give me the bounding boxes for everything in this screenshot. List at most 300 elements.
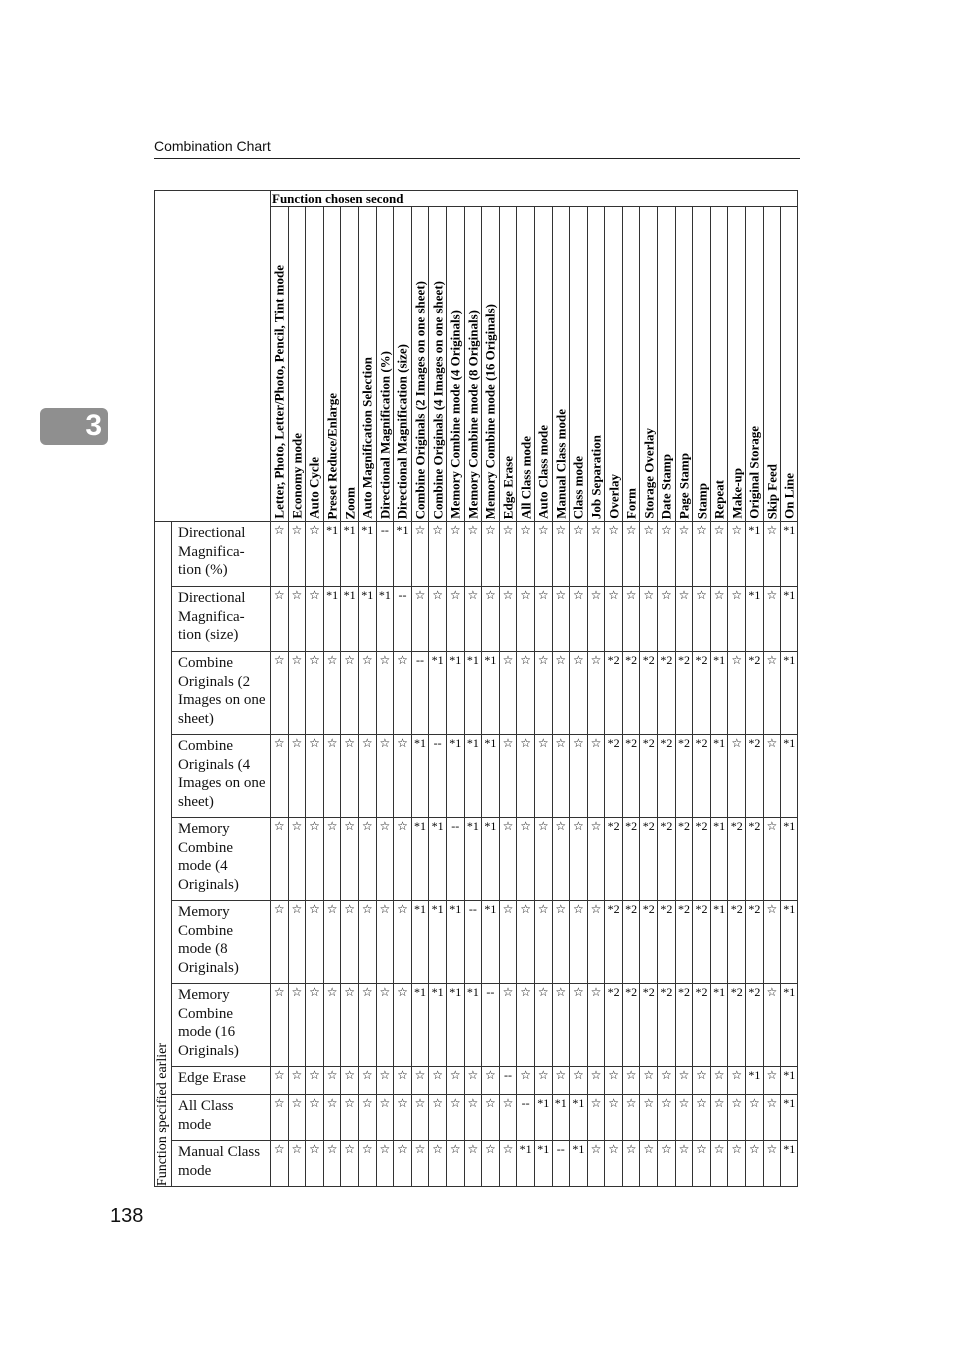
table-cell: ☆ <box>517 818 535 901</box>
table-cell: *2 <box>605 652 623 735</box>
table-cell: *1 <box>781 587 798 652</box>
table-cell: ☆ <box>658 522 676 587</box>
table-cell: ☆ <box>288 587 306 652</box>
table-cell: ☆ <box>517 901 535 984</box>
table-cell: ☆ <box>728 1141 746 1187</box>
table-cell: ☆ <box>464 522 482 587</box>
table-cell: ☆ <box>341 652 359 735</box>
table-cell: ☆ <box>693 587 711 652</box>
table-cell: ☆ <box>728 652 746 735</box>
column-header <box>570 207 588 522</box>
table-cell: ☆ <box>446 587 464 652</box>
table-cell: ☆ <box>323 652 341 735</box>
table-cell: *2 <box>640 984 658 1067</box>
table-cell: *2 <box>640 901 658 984</box>
table-row <box>155 901 798 984</box>
table-cell: ☆ <box>446 522 464 587</box>
table-cell: ☆ <box>517 984 535 1067</box>
table-cell: ☆ <box>587 818 605 901</box>
column-header-label: Overlay <box>606 474 622 519</box>
table-cell: *1 <box>710 652 728 735</box>
table-cell: *2 <box>693 984 711 1067</box>
table-cell: *1 <box>394 522 412 587</box>
table-cell: ☆ <box>323 1095 341 1141</box>
table-cell: ☆ <box>482 1067 500 1095</box>
table-cell: *1 <box>464 984 482 1067</box>
table-cell: *2 <box>746 818 764 901</box>
table-cell: ☆ <box>763 1067 781 1095</box>
table-cell: *1 <box>534 1141 552 1187</box>
table-cell: *1 <box>411 901 429 984</box>
table-cell: *2 <box>675 984 693 1067</box>
table-cell: ☆ <box>499 818 517 901</box>
table-cell: ☆ <box>446 1095 464 1141</box>
column-header-label: Auto Magnification Selection <box>359 357 375 519</box>
table-cell: ☆ <box>271 1141 289 1187</box>
table-cell: *1 <box>482 818 500 901</box>
column-header-label: Economy mode <box>289 433 305 519</box>
table-cell: ☆ <box>288 901 306 984</box>
column-header-label: Combine Originals (4 Images on one sheet) <box>430 280 446 519</box>
table-cell: ☆ <box>271 901 289 984</box>
column-header-label: Date Stamp <box>658 453 674 519</box>
table-cell: ☆ <box>376 735 394 818</box>
table-cell: ☆ <box>552 984 570 1067</box>
table-cell: ☆ <box>658 1095 676 1141</box>
table-cell: ☆ <box>411 1067 429 1095</box>
table-cell: ☆ <box>640 1141 658 1187</box>
table-cell: *1 <box>341 522 359 587</box>
table-cell: ☆ <box>306 735 324 818</box>
header-rule <box>154 158 800 159</box>
table-cell: ☆ <box>429 522 447 587</box>
column-header <box>710 207 728 522</box>
column-header-label: Memory Combine mode (16 Originals) <box>482 303 498 519</box>
column-header-label: Combine Originals (2 Images on one sheet) <box>412 280 428 519</box>
table-cell: *2 <box>728 818 746 901</box>
table-cell: *1 <box>710 735 728 818</box>
column-header <box>411 207 429 522</box>
table-cell: *1 <box>710 901 728 984</box>
column-header <box>376 207 394 522</box>
table-cell: ☆ <box>394 1095 412 1141</box>
column-header <box>429 207 447 522</box>
table-cell: ☆ <box>675 522 693 587</box>
table-cell: *1 <box>376 587 394 652</box>
column-header <box>781 207 798 522</box>
table-cell: ☆ <box>429 1095 447 1141</box>
table-cell: -- <box>464 901 482 984</box>
table-cell: *1 <box>411 735 429 818</box>
table-cell: -- <box>499 1067 517 1095</box>
table-cell: ☆ <box>552 901 570 984</box>
table-cell: ☆ <box>499 901 517 984</box>
table-cell: ☆ <box>658 1067 676 1095</box>
table-cell: ☆ <box>341 735 359 818</box>
table-cell: ☆ <box>605 1067 623 1095</box>
table-cell: ☆ <box>675 1095 693 1141</box>
table-cell: ☆ <box>271 735 289 818</box>
column-header <box>306 207 324 522</box>
table-cell: *1 <box>482 652 500 735</box>
table-cell: *1 <box>552 1095 570 1141</box>
row-label: Directional Magnifica-tion (%) <box>172 522 271 587</box>
table-cell: *2 <box>640 735 658 818</box>
table-cell: ☆ <box>640 1095 658 1141</box>
row-label: Combine Originals (2 Images on one sheet) <box>172 652 271 735</box>
table-cell: ☆ <box>271 522 289 587</box>
column-header <box>341 207 359 522</box>
table-cell: ☆ <box>499 984 517 1067</box>
table-cell: *2 <box>693 901 711 984</box>
table-cell: ☆ <box>464 1095 482 1141</box>
table-cell: ☆ <box>587 522 605 587</box>
table-cell: ☆ <box>552 818 570 901</box>
table-cell: ☆ <box>622 1067 640 1095</box>
table-cell: *1 <box>446 652 464 735</box>
column-header-label: Directional Magnification (size) <box>394 343 410 519</box>
table-cell: *2 <box>746 735 764 818</box>
table-cell: *1 <box>358 522 376 587</box>
column-header-label: Skip Feed <box>764 463 780 519</box>
combination-chart-table <box>154 190 798 1187</box>
column-header-label: Original Storage <box>746 426 762 519</box>
table-cell: *2 <box>746 652 764 735</box>
column-header <box>746 207 764 522</box>
table-cell: *2 <box>746 984 764 1067</box>
table-cell: *1 <box>570 1141 588 1187</box>
column-header <box>763 207 781 522</box>
table-cell: *1 <box>781 652 798 735</box>
table-cell: ☆ <box>552 652 570 735</box>
table-cell: ☆ <box>640 522 658 587</box>
table-cell: ☆ <box>552 735 570 818</box>
table-cell: ☆ <box>341 984 359 1067</box>
table-cell: ☆ <box>763 1141 781 1187</box>
table-cell: ☆ <box>728 587 746 652</box>
table-cell: *1 <box>429 984 447 1067</box>
column-header-label: Class mode <box>570 455 586 519</box>
table-cell: *1 <box>781 1067 798 1095</box>
chapter-tab-number: 3 <box>85 409 102 442</box>
table-cell: *2 <box>728 901 746 984</box>
table-cell: ☆ <box>728 1067 746 1095</box>
table-cell: ☆ <box>306 901 324 984</box>
table-cell: *1 <box>446 735 464 818</box>
table-cell: ☆ <box>605 1095 623 1141</box>
column-header <box>499 207 517 522</box>
table-cell: ☆ <box>570 587 588 652</box>
table-cell: ☆ <box>499 1141 517 1187</box>
column-header <box>464 207 482 522</box>
table-cell: ☆ <box>271 652 289 735</box>
table-cell: -- <box>517 1095 535 1141</box>
table-cell: *1 <box>570 1095 588 1141</box>
function-specified-earlier-label: Function specified earlier <box>155 1042 170 1186</box>
table-cell: *2 <box>675 818 693 901</box>
table-cell: -- <box>446 818 464 901</box>
table-cell: ☆ <box>376 901 394 984</box>
row-label: Combine Originals (4 Images on one sheet) <box>172 735 271 818</box>
table-cell: *1 <box>464 735 482 818</box>
table-cell: ☆ <box>411 587 429 652</box>
table-cell: ☆ <box>306 1095 324 1141</box>
table-cell: *2 <box>728 984 746 1067</box>
table-cell: ☆ <box>763 735 781 818</box>
row-label: Manual Class mode <box>172 1141 271 1187</box>
table-cell: ☆ <box>675 1067 693 1095</box>
table-cell: ☆ <box>358 818 376 901</box>
row-label: Directional Magnifica-tion (size) <box>172 587 271 652</box>
table-cell: ☆ <box>534 901 552 984</box>
table-cell: *2 <box>675 901 693 984</box>
table-cell: ☆ <box>323 735 341 818</box>
table-cell: ☆ <box>323 984 341 1067</box>
table-cell: ☆ <box>622 522 640 587</box>
table-cell: ☆ <box>358 984 376 1067</box>
table-cell: ☆ <box>605 522 623 587</box>
table-row <box>155 652 798 735</box>
table-cell: ☆ <box>570 818 588 901</box>
table-cell: ☆ <box>570 1067 588 1095</box>
table-cell: ☆ <box>429 1141 447 1187</box>
table-cell: ☆ <box>464 1067 482 1095</box>
table-cell: ☆ <box>376 652 394 735</box>
table-cell: ☆ <box>675 1141 693 1187</box>
running-header: Combination Chart <box>154 138 271 154</box>
table-cell: ☆ <box>534 652 552 735</box>
column-header <box>482 207 500 522</box>
column-header-label: Make-up <box>729 468 745 519</box>
table-row <box>155 735 798 818</box>
table-cell: ☆ <box>534 587 552 652</box>
table-cell: *1 <box>429 652 447 735</box>
table-cell: *2 <box>605 818 623 901</box>
table-cell: ☆ <box>658 1141 676 1187</box>
column-header-label: Edge Erase <box>500 455 516 519</box>
row-label: Memory Combine mode (8 Originals) <box>172 901 271 984</box>
row-label: Memory Combine mode (4 Originals) <box>172 818 271 901</box>
table-cell: *1 <box>411 818 429 901</box>
table-cell: ☆ <box>728 735 746 818</box>
table-cell: ☆ <box>693 522 711 587</box>
table-cell: ☆ <box>323 1067 341 1095</box>
table-cell: -- <box>394 587 412 652</box>
table-row <box>155 984 798 1067</box>
table-cell: ☆ <box>693 1095 711 1141</box>
table-cell: *2 <box>693 735 711 818</box>
table-cell: ☆ <box>693 1067 711 1095</box>
table-cell: ☆ <box>464 587 482 652</box>
table-cell: *1 <box>482 901 500 984</box>
table-cell: *1 <box>781 1095 798 1141</box>
table-cell: ☆ <box>482 522 500 587</box>
table-row <box>155 1095 798 1141</box>
table-cell: *2 <box>658 984 676 1067</box>
table-row <box>155 522 798 587</box>
table-cell: ☆ <box>517 652 535 735</box>
column-header <box>658 207 676 522</box>
table-cell: *2 <box>640 652 658 735</box>
table-cell: ☆ <box>482 1095 500 1141</box>
table-cell: ☆ <box>429 1067 447 1095</box>
table-cell: ☆ <box>323 1141 341 1187</box>
table-cell: ☆ <box>517 1067 535 1095</box>
table-cell: *1 <box>429 901 447 984</box>
table-cell: ☆ <box>763 587 781 652</box>
table-cell: ☆ <box>499 522 517 587</box>
table-cell: *2 <box>605 901 623 984</box>
table-cell: ☆ <box>394 901 412 984</box>
table-cell: ☆ <box>341 818 359 901</box>
table-cell: *1 <box>781 901 798 984</box>
table-cell: ☆ <box>728 1095 746 1141</box>
column-header-label: Preset Reduce/Enlarge <box>324 392 340 519</box>
table-cell: ☆ <box>587 901 605 984</box>
table-cell: ☆ <box>693 1141 711 1187</box>
table-cell: -- <box>376 522 394 587</box>
column-header <box>640 207 658 522</box>
table-cell: ☆ <box>552 587 570 652</box>
table-cell: ☆ <box>358 735 376 818</box>
table-cell: *2 <box>605 984 623 1067</box>
table-cell: ☆ <box>622 1095 640 1141</box>
table-cell: ☆ <box>482 1141 500 1187</box>
function-chosen-second-label: Function chosen second <box>271 191 798 207</box>
table-cell: *1 <box>781 1141 798 1187</box>
table-cell: *1 <box>781 984 798 1067</box>
table-cell: ☆ <box>464 1141 482 1187</box>
table-cell: ☆ <box>429 587 447 652</box>
table-cell: ☆ <box>394 1141 412 1187</box>
table-cell: *1 <box>781 818 798 901</box>
table-cell: ☆ <box>446 1067 464 1095</box>
table-cell: ☆ <box>534 522 552 587</box>
table-row <box>155 1067 798 1095</box>
table-cell: ☆ <box>587 735 605 818</box>
column-header-label: On Line <box>781 473 797 519</box>
table-cell: ☆ <box>376 1095 394 1141</box>
table-cell: *1 <box>482 735 500 818</box>
table-cell: ☆ <box>376 1067 394 1095</box>
table-cell: ☆ <box>710 1141 728 1187</box>
table-cell: ☆ <box>358 1095 376 1141</box>
table-cell: *2 <box>658 735 676 818</box>
table-cell: ☆ <box>288 818 306 901</box>
table-cell: ☆ <box>376 1141 394 1187</box>
table-cell: *2 <box>622 901 640 984</box>
table-cell: ☆ <box>341 1141 359 1187</box>
column-header-label: Form <box>623 487 639 519</box>
table-cell: ☆ <box>552 1067 570 1095</box>
table-cell: ☆ <box>499 652 517 735</box>
table-cell: ☆ <box>710 587 728 652</box>
table-cell: ☆ <box>341 901 359 984</box>
column-header-label: Zoom <box>342 486 358 519</box>
column-header <box>675 207 693 522</box>
table-cell: ☆ <box>587 587 605 652</box>
page-number: 138 <box>110 1205 144 1227</box>
row-label: Edge Erase <box>172 1067 271 1095</box>
column-header <box>323 207 341 522</box>
table-cell: ☆ <box>746 1095 764 1141</box>
table-cell: ☆ <box>746 1141 764 1187</box>
table-cell: ☆ <box>640 1067 658 1095</box>
table-cell: ☆ <box>306 652 324 735</box>
table-cell: ☆ <box>763 522 781 587</box>
column-header-label: Memory Combine mode (8 Originals) <box>465 310 481 519</box>
table-cell: ☆ <box>499 735 517 818</box>
column-header-label: Page Stamp <box>676 452 692 519</box>
table-cell: ☆ <box>517 587 535 652</box>
table-cell: ☆ <box>570 901 588 984</box>
table-cell: *2 <box>658 652 676 735</box>
table-cell: ☆ <box>411 522 429 587</box>
table-cell: ☆ <box>605 587 623 652</box>
table-corner <box>155 191 271 522</box>
column-header <box>693 207 711 522</box>
table-cell: *2 <box>605 735 623 818</box>
table-cell: *1 <box>534 1095 552 1141</box>
table-cell: ☆ <box>587 984 605 1067</box>
table-cell: ☆ <box>587 1067 605 1095</box>
table-cell: ☆ <box>552 522 570 587</box>
column-header <box>622 207 640 522</box>
table-cell: *2 <box>622 735 640 818</box>
chapter-tab <box>40 408 108 445</box>
table-cell: ☆ <box>763 901 781 984</box>
table-cell: ☆ <box>587 1141 605 1187</box>
table-cell: ☆ <box>658 587 676 652</box>
table-cell: *1 <box>323 522 341 587</box>
column-header <box>728 207 746 522</box>
table-cell: ☆ <box>728 522 746 587</box>
table-cell: *2 <box>640 818 658 901</box>
table-cell: ☆ <box>288 735 306 818</box>
table-cell: *2 <box>675 652 693 735</box>
table-cell: *1 <box>746 1067 764 1095</box>
table-cell: -- <box>411 652 429 735</box>
table-cell: ☆ <box>376 984 394 1067</box>
column-header-label: Directional Magnification (%) <box>377 350 393 519</box>
table-cell: -- <box>552 1141 570 1187</box>
table-cell: ☆ <box>534 1067 552 1095</box>
table-cell: ☆ <box>534 984 552 1067</box>
row-label: Memory Combine mode (16 Originals) <box>172 984 271 1067</box>
table-cell: ☆ <box>306 522 324 587</box>
table-cell: ☆ <box>394 735 412 818</box>
table-cell: *2 <box>693 652 711 735</box>
table-cell: ☆ <box>394 818 412 901</box>
table-cell: ☆ <box>358 1141 376 1187</box>
table-cell: ☆ <box>358 1067 376 1095</box>
table-cell: ☆ <box>517 735 535 818</box>
table-cell: ☆ <box>587 652 605 735</box>
row-label: All Class mode <box>172 1095 271 1141</box>
table-cell: ☆ <box>288 1067 306 1095</box>
table-cell: ☆ <box>570 735 588 818</box>
table-cell: ☆ <box>323 901 341 984</box>
table-cell: ☆ <box>288 984 306 1067</box>
table-cell: *2 <box>658 901 676 984</box>
table-row <box>155 818 798 901</box>
column-header <box>534 207 552 522</box>
table-cell: *1 <box>429 818 447 901</box>
table-cell: ☆ <box>288 522 306 587</box>
table-cell: *2 <box>658 818 676 901</box>
table-cell: ☆ <box>710 1095 728 1141</box>
column-header <box>358 207 376 522</box>
